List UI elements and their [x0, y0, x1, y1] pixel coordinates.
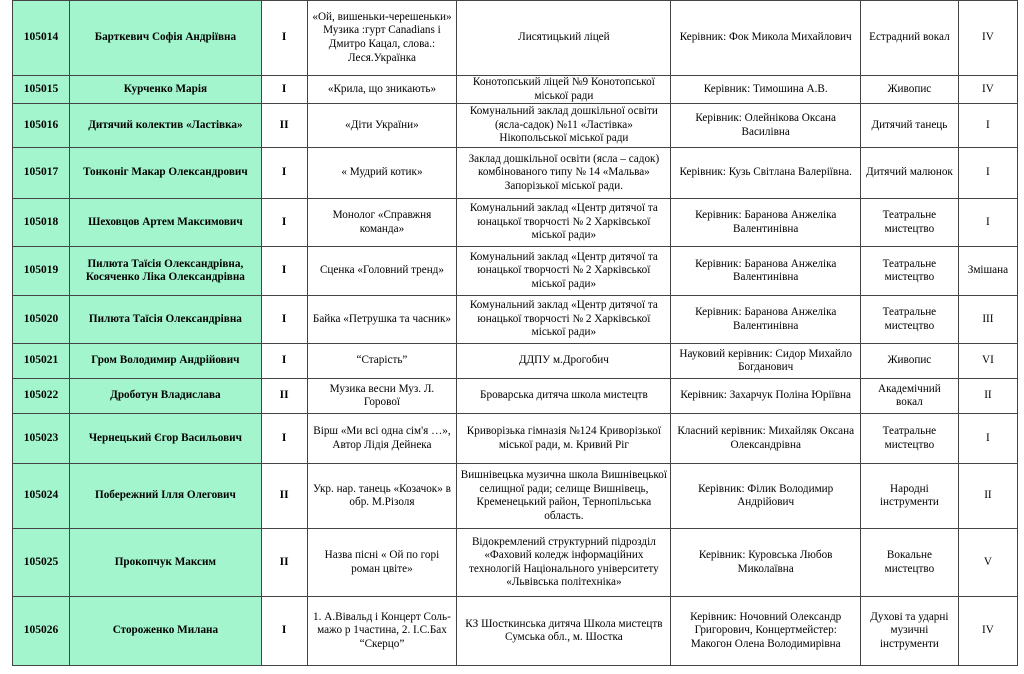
age-group-cell: I: [958, 104, 1017, 148]
institution-cell: ДДПУ м.Дрогобич: [457, 344, 671, 379]
category-cell: I: [261, 414, 307, 464]
work-title-cell: Укр. нар. танець «Козачок» в обр. М.Різоля: [307, 464, 457, 529]
leader-cell: Керівник: Фок Микола Михайлович: [671, 1, 861, 76]
nomination-cell: Дитячий малюнок: [860, 148, 958, 199]
table-row: [13, 414, 1018, 464]
leader-cell: Керівник: Баранова Анжеліка Валентинівна: [671, 247, 861, 296]
category-cell: I: [261, 597, 307, 666]
leader-cell: Керівник: Кузь Світлана Валеріївна.: [671, 148, 861, 199]
participant-name-cell: Прокопчук Максим: [70, 529, 262, 597]
row-id-cell: 105017: [13, 148, 70, 199]
nomination-cell: Естрадний вокал: [860, 1, 958, 76]
institution-cell: Комунальний заклад «Центр дитячої та юнацької творчості № 2 Харківської міської ради»: [457, 296, 671, 344]
leader-cell: Керівник: Баранова Анжеліка Валентинівна: [671, 199, 861, 247]
age-group-cell: Змішана: [958, 247, 1017, 296]
row-id-cell: 105023: [13, 414, 70, 464]
participant-name-cell: Тонконіг Макар Олександрович: [70, 148, 262, 199]
row-id-cell: 105024: [13, 464, 70, 529]
nomination-cell: Театральне мистецтво: [860, 247, 958, 296]
institution-cell: Криворізька гімназія №124 Криворізької міської ради, м. Кривий Ріг: [457, 414, 671, 464]
table-row: [13, 529, 1018, 597]
age-group-cell: II: [958, 464, 1017, 529]
participant-name-cell: Гром Володимир Андрійович: [70, 344, 262, 379]
institution-cell: Броварська дитяча школа мистецтв: [457, 379, 671, 414]
work-title-cell: «Ой, вишеньки-черешеньки» Музика :гурт Canadians і Дмитро Кацал, слова.: Леся.Українка: [307, 1, 457, 76]
nomination-cell: Театральне мистецтво: [860, 296, 958, 344]
age-group-cell: IV: [958, 76, 1017, 104]
participant-name-cell: Шеховцов Артем Максимович: [70, 199, 262, 247]
category-cell: II: [261, 529, 307, 597]
row-id-cell: 105014: [13, 1, 70, 76]
work-title-cell: Вірш «Ми всі одна сім'я …», Автор Лідія Дейнека: [307, 414, 457, 464]
institution-cell: Вишнівецька музична школа Вишнівецької селищної ради; селище Вишнівець, Кременецький район, Тернопільська область.: [457, 464, 671, 529]
category-cell: I: [261, 148, 307, 199]
table-row: [13, 379, 1018, 414]
institution-cell: КЗ Шосткинська дитяча Школа мистецтв Сумська обл., м. Шостка: [457, 597, 671, 666]
institution-cell: Заклад дошкільної освіти (ясла – садок) комбінованого типу № 14 «Мальва» Запорізької міської ради.: [457, 148, 671, 199]
row-id-cell: 105018: [13, 199, 70, 247]
leader-cell: Керівник: Філик Володимир Андрійович: [671, 464, 861, 529]
participant-name-cell: Пилюта Таїсія Олександрівна, Косяченко Ліка Олександрівна: [70, 247, 262, 296]
leader-cell: Керівник: Баранова Анжеліка Валентинівна: [671, 296, 861, 344]
table-row: [13, 344, 1018, 379]
table-row: [13, 247, 1018, 296]
age-group-cell: IV: [958, 1, 1017, 76]
row-id-cell: 105015: [13, 76, 70, 104]
age-group-cell: I: [958, 414, 1017, 464]
table-row: [13, 104, 1018, 148]
institution-cell: Конотопський ліцей №9 Конотопської міської ради: [457, 76, 671, 104]
nomination-cell: Дитячий танець: [860, 104, 958, 148]
age-group-cell: VI: [958, 344, 1017, 379]
work-title-cell: «Діти України»: [307, 104, 457, 148]
work-title-cell: 1. А.Вівальд і Концерт Соль-мажо р 1частина, 2. І.С.Бах “Скерцо”: [307, 597, 457, 666]
institution-cell: Комунальний заклад «Центр дитячої та юнацької творчості № 2 Харківської міської ради»: [457, 247, 671, 296]
row-id-cell: 105016: [13, 104, 70, 148]
participants-table-wrapper: [12, 0, 1018, 666]
category-cell: II: [261, 464, 307, 529]
participant-name-cell: Курченко Марія: [70, 76, 262, 104]
category-cell: I: [261, 76, 307, 104]
age-group-cell: I: [958, 148, 1017, 199]
institution-cell: Комунальний заклад «Центр дитячої та юнацької творчості № 2 Харківської міської ради»: [457, 199, 671, 247]
table-body: [13, 1, 1018, 666]
table-row: [13, 199, 1018, 247]
participant-name-cell: Пилюта Таїсія Олександрівна: [70, 296, 262, 344]
leader-cell: Керівник: Куровська Любов Миколаївна: [671, 529, 861, 597]
category-cell: I: [261, 1, 307, 76]
work-title-cell: Монолог «Справжня команда»: [307, 199, 457, 247]
work-title-cell: Музика весни Муз. Л. Горової: [307, 379, 457, 414]
participant-name-cell: Стороженко Милана: [70, 597, 262, 666]
nomination-cell: Живопис: [860, 344, 958, 379]
table-row: [13, 597, 1018, 666]
age-group-cell: IV: [958, 597, 1017, 666]
institution-cell: Лисятицький ліцей: [457, 1, 671, 76]
work-title-cell: Сценка «Головний тренд»: [307, 247, 457, 296]
work-title-cell: Назва пісні « Ой по горі роман цвіте»: [307, 529, 457, 597]
age-group-cell: II: [958, 379, 1017, 414]
institution-cell: Відокремлений структурний підрозділ «Фаховий коледж інформаційних технологій Національного університету «Львівська політехніка»: [457, 529, 671, 597]
row-id-cell: 105019: [13, 247, 70, 296]
row-id-cell: 105022: [13, 379, 70, 414]
nomination-cell: Академічний вокал: [860, 379, 958, 414]
nomination-cell: Народні інструменти: [860, 464, 958, 529]
category-cell: I: [261, 247, 307, 296]
nomination-cell: Театральне мистецтво: [860, 199, 958, 247]
category-cell: II: [261, 379, 307, 414]
participants-table: [12, 0, 1018, 666]
institution-cell: Комунальний заклад дошкільної освіти (ясла-садок) №11 «Ластівка» Нікопольської міської ради: [457, 104, 671, 148]
row-id-cell: 105026: [13, 597, 70, 666]
age-group-cell: I: [958, 199, 1017, 247]
leader-cell: Керівник: Олейнікова Оксана Василівна: [671, 104, 861, 148]
nomination-cell: Духові та ударні музичні інструменти: [860, 597, 958, 666]
age-group-cell: V: [958, 529, 1017, 597]
work-title-cell: «Крила, що зникають»: [307, 76, 457, 104]
participant-name-cell: Дитячий колектив «Ластівка»: [70, 104, 262, 148]
table-row: [13, 296, 1018, 344]
nomination-cell: Вокальне мистецтво: [860, 529, 958, 597]
table-row: [13, 148, 1018, 199]
leader-cell: Керівник: Захарчук Поліна Юріївна: [671, 379, 861, 414]
nomination-cell: Живопис: [860, 76, 958, 104]
category-cell: I: [261, 344, 307, 379]
leader-cell: Керівник: Ночовний Олександр Григорович, Концертмейстер: Макогон Олена Володимирівна: [671, 597, 861, 666]
row-id-cell: 105025: [13, 529, 70, 597]
table-row: [13, 464, 1018, 529]
leader-cell: Класний керівник: Михайляк Оксана Олександрівна: [671, 414, 861, 464]
table-row: [13, 76, 1018, 104]
category-cell: II: [261, 104, 307, 148]
participant-name-cell: Чернецький Єгор Васильович: [70, 414, 262, 464]
leader-cell: Науковий керівник: Сидор Михайло Богданович: [671, 344, 861, 379]
work-title-cell: « Мудрий котик»: [307, 148, 457, 199]
category-cell: I: [261, 296, 307, 344]
work-title-cell: Байка «Петрушка та часник»: [307, 296, 457, 344]
work-title-cell: “Старість”: [307, 344, 457, 379]
nomination-cell: Театральне мистецтво: [860, 414, 958, 464]
table-row: [13, 1, 1018, 76]
participant-name-cell: Дроботун Владислава: [70, 379, 262, 414]
age-group-cell: III: [958, 296, 1017, 344]
category-cell: I: [261, 199, 307, 247]
participant-name-cell: Побережний Ілля Олегович: [70, 464, 262, 529]
row-id-cell: 105020: [13, 296, 70, 344]
participant-name-cell: Барткевич Софія Андріївна: [70, 1, 262, 76]
row-id-cell: 105021: [13, 344, 70, 379]
leader-cell: Керівник: Тимошина А.В.: [671, 76, 861, 104]
